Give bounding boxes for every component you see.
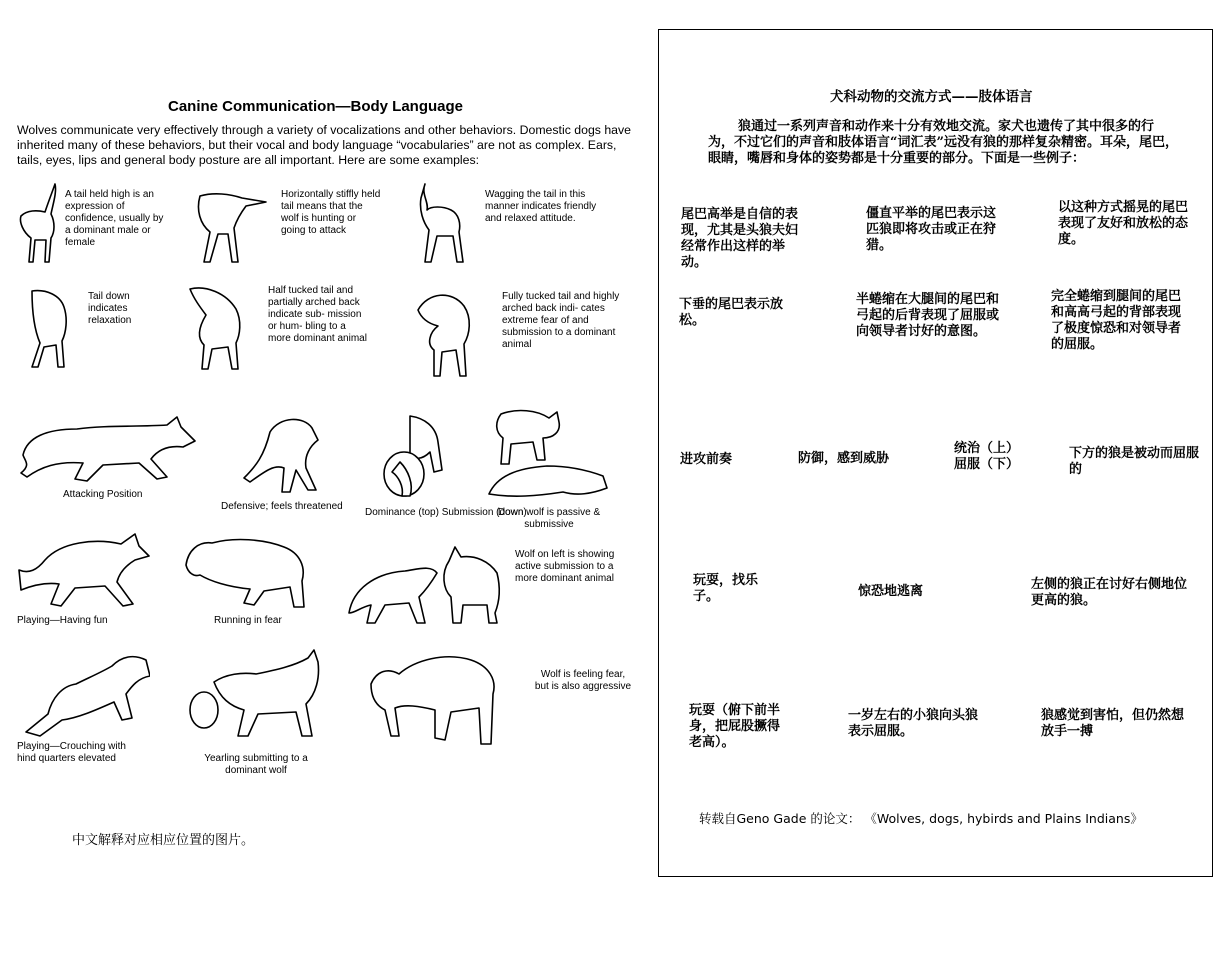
caption-tail-down: Tail down indicates relaxation	[88, 291, 132, 326]
wolf-down-passive-drawing	[487, 408, 610, 500]
wolf-fully-tucked-drawing	[412, 290, 474, 380]
chinese-note: 中文解释对应相应位置的图片。	[72, 833, 255, 848]
wolf-tail-down-drawing	[28, 289, 72, 369]
cn-item-playing-fun: 玩耍，找乐子。	[693, 573, 759, 604]
cn-item-tail-high: 尾巴高举是自信的表现，尤其是头狼夫妇经常作出这样的举动。	[681, 207, 799, 270]
cn-item-half-tucked: 半蜷缩在大腿间的尾巴和弓起的后背表现了屈服或向领导者讨好的意图。	[856, 292, 1000, 339]
cn-item-defensive: 防御，感到威胁	[798, 451, 890, 466]
wolf-yearling-drawing	[186, 648, 324, 740]
wolf-tail-wag-drawing	[415, 180, 470, 264]
wolf-playing-fun-drawing	[15, 530, 150, 608]
english-title: Canine Communication—Body Language	[168, 98, 464, 115]
chinese-intro: 狼通过一系列声音和动作来十分有效地交流。家犬也遗传了其中很多的行为，不过它们的声音和肢体语言“词汇表”远没有狼的那样复杂精密。耳朵，尾巴，眼睛，嘴唇和身体的姿势都是十分重要的部分。下面是一些例子：	[708, 119, 1178, 166]
wolf-fear-aggressive-drawing	[365, 640, 500, 752]
cn-item-fully-tucked: 完全蜷缩到腿间的尾巴和高高弓起的背部表现了极度惊恐和对领导者的屈服。	[1051, 289, 1182, 352]
wolf-defensive-drawing	[240, 412, 330, 494]
caption-tail-horizontal: Horizontally stiffly held tail means that the wolf is hunting or going to attack	[281, 189, 381, 236]
caption-playing-fun: Playing—Having fun	[17, 615, 108, 626]
caption-down-wolf: Down wolf is passive & submissive	[497, 507, 601, 530]
caption-dominance: Dominance (top) Submission (down)	[365, 507, 527, 518]
wolf-running-fear-drawing	[184, 535, 309, 610]
cn-item-playing-crouch: 玩耍（俯下前半身，把屁股撅得老高）。	[689, 703, 781, 750]
wolf-playing-crouch-drawing	[22, 648, 150, 740]
caption-fear-aggressive: Wolf is feeling fear, but is also aggressive	[534, 669, 632, 692]
caption-yearling: Yearling submitting to a dominant wolf	[204, 753, 308, 776]
caption-active-submission: Wolf on left is showing active submission to a more dominant animal	[515, 549, 615, 584]
wolf-attacking-drawing	[17, 415, 197, 485]
wolf-dominance-drawing	[380, 412, 448, 500]
cn-item-yearling: 一岁左右的小狼向头狼表示屈服。	[848, 708, 979, 739]
caption-defensive: Defensive; feels threatened	[221, 501, 343, 512]
wolf-active-submission-drawing	[345, 543, 505, 625]
caption-tail-high: A tail held high is an expression of confidence, usually by a dominant male or female	[65, 189, 164, 248]
cn-item-attacking: 进攻前奏	[680, 452, 733, 467]
english-intro: Wolves communicate very effectively through a variety of vocalizations and other behaviors. Domestic dogs have inherited many of these behaviors, but their vocal and body language “vocabularies” are not as complex. Ears, tails, eyes, lips and general body posture are all important. Here are some examples:	[17, 123, 632, 167]
cn-item-down-wolf: 下方的狼是被动而屈服的	[1069, 446, 1200, 477]
wolf-tail-high-drawing	[15, 182, 60, 264]
caption-fully-tucked: Fully tucked tail and highly arched back indi- cates extreme fear of and submission to a dominant animal	[502, 291, 620, 350]
caption-running-fear: Running in fear	[214, 615, 282, 626]
caption-half-tucked: Half tucked tail and partially arched back indicate sub- mission or hum- bling to a more dominant animal	[268, 285, 367, 344]
caption-tail-wag: Wagging the tail in this manner indicates friendly and relaxed attitude.	[485, 189, 597, 224]
cn-item-running-fear: 惊恐地逃离	[858, 584, 924, 599]
cn-item-active-submission: 左侧的狼正在讨好右侧地位更高的狼。	[1031, 577, 1188, 608]
wolf-half-tucked-drawing	[186, 285, 244, 371]
caption-attacking: Attacking Position	[63, 489, 143, 500]
cn-item-tail-wag: 以这种方式摇晃的尾巴表现了友好和放松的态度。	[1058, 200, 1189, 247]
cn-item-fear-aggressive: 狼感觉到害怕，但仍然想放手一搏	[1041, 708, 1185, 739]
cn-item-tail-down: 下垂的尾巴表示放松。	[679, 297, 784, 328]
chinese-title: 犬科动物的交流方式——肢体语言	[830, 89, 1033, 105]
caption-playing-crouch: Playing—Crouching with hind quarters elevated	[17, 741, 126, 764]
chinese-citation: 转载自Geno Gade 的论文： 《Wolves, dogs, hybirds and Plains Indians》	[699, 811, 1143, 826]
wolf-tail-horizontal-drawing	[190, 188, 268, 264]
cn-item-dominance: 统治（上）	[954, 441, 1020, 456]
cn-item-submission: 屈服（下）	[954, 457, 1020, 472]
cn-item-tail-horizontal: 僵直平举的尾巴表示这匹狼即将攻击或正在狩猎。	[866, 206, 997, 253]
